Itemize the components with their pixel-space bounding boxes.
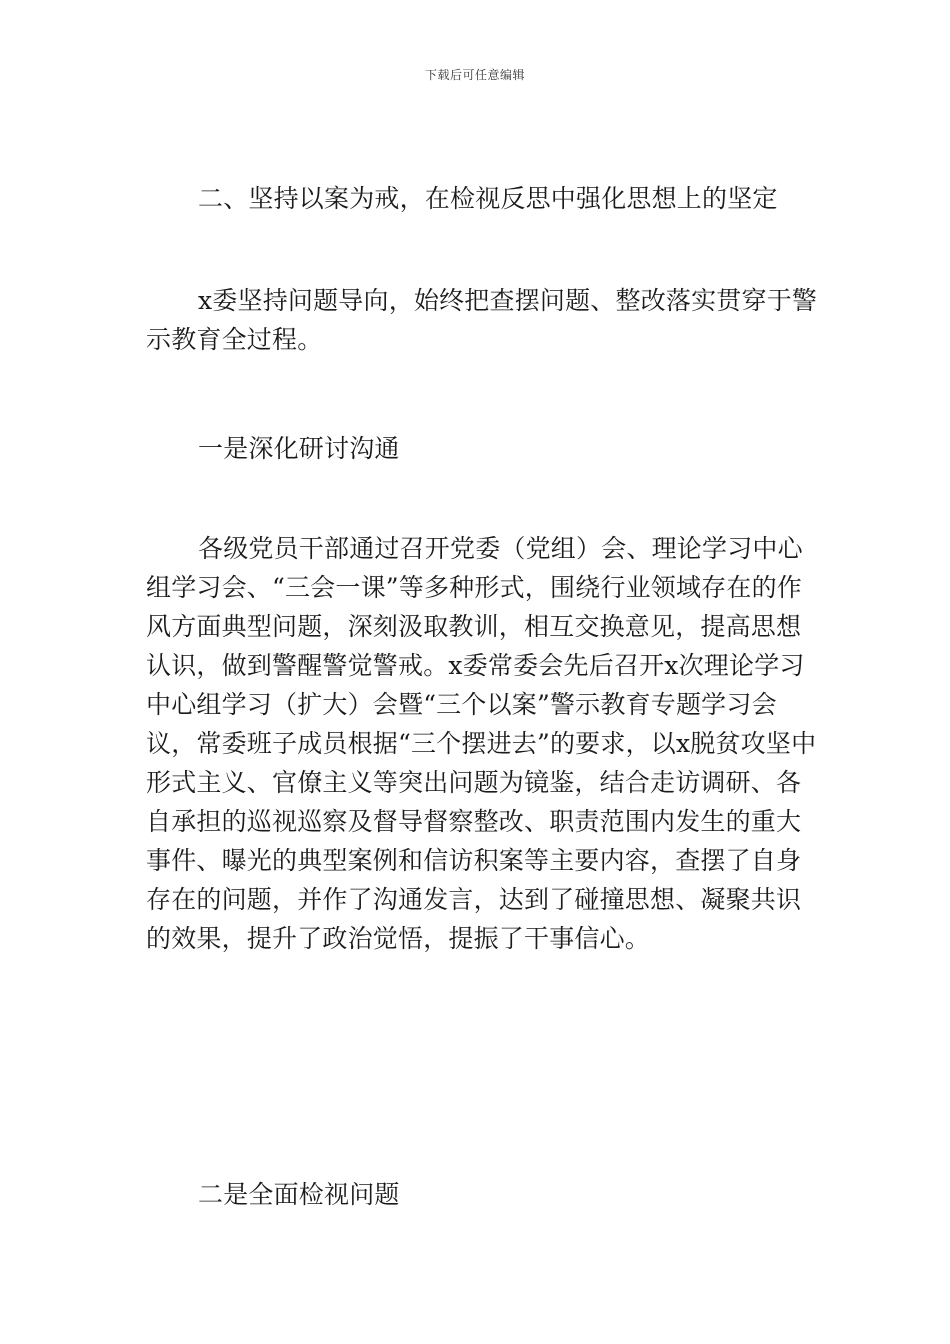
header-note: 下载后可任意编辑	[424, 68, 525, 82]
subheading-1: 一是深化研讨沟通	[198, 434, 400, 463]
body-paragraph-1: 各级党员干部通过召开党委（党组）会、理论学习中心组学习会、“三会一课”等多种形式，围绕行业领域存在的作风方面典型问题，深刻汲取教训，相互交换意见，提高思想认识，做到警醒警觉警戒。x委常委会先后召开x次理论学习中心组学习（扩大）会暨“三个以案”警示教育专题学习会议，常委班子成员根据“三个摆进去”的要求，以x脱贫攻坚中形式主义、官僚主义等突出问题为镜鉴，结合走访调研、各自承担的巡视巡察及督导督察整改、职责范围内发生的重大事件、曝光的典型案例和信访积案等主要内容，查摆了自身存在的问题，并作了沟通发言，达到了碰撞思想、凝聚共识的效果，提升了政治觉悟，提振了干事信心。	[146, 534, 817, 953]
intro-paragraph: x委坚持问题导向，始终把查摆问题、整改落实贯穿于警示教育全过程。	[146, 286, 818, 354]
subheading-2: 二是全面检视问题	[198, 1180, 400, 1209]
section-heading: 二、坚持以案为戒，在检视反思中强化思想上的坚定	[198, 184, 778, 213]
